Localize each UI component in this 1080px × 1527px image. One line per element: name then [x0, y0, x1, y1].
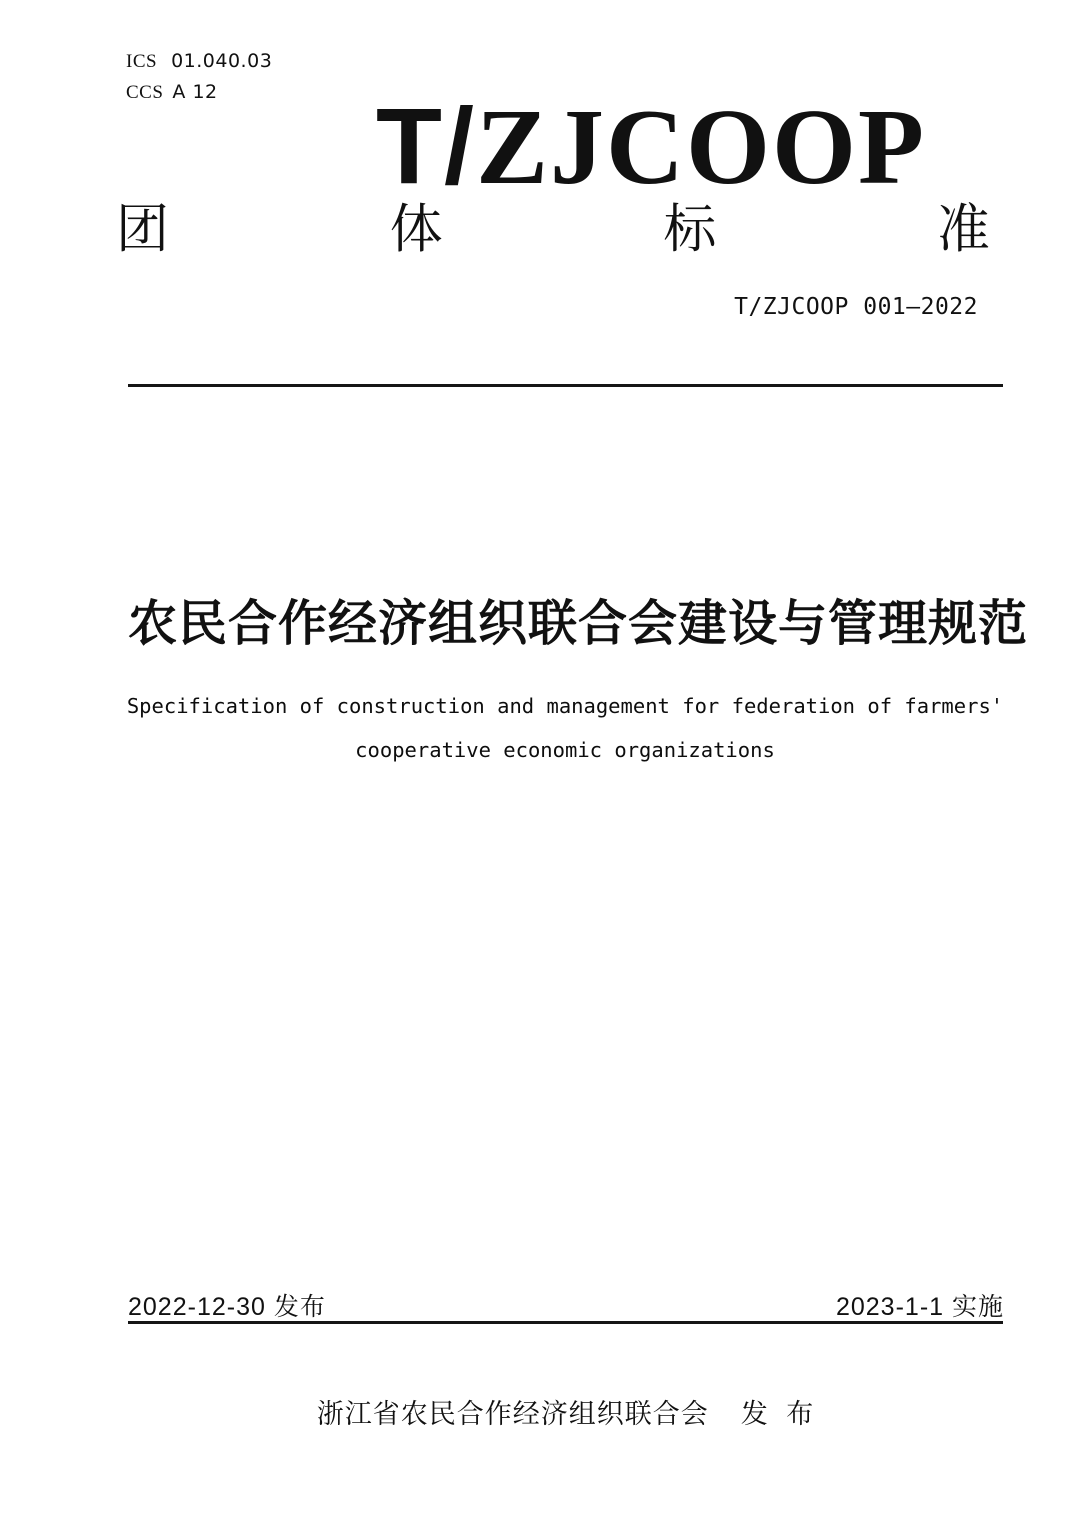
header-divider	[128, 384, 1003, 387]
implement-date: 2023-1-1 实施	[835, 1293, 1004, 1321]
publisher-row	[128, 1392, 1003, 1431]
ccs-code	[126, 77, 272, 108]
category-char-4: 准	[936, 200, 990, 259]
document-title-en	[105, 684, 1025, 772]
logo-main: ZJCOOP	[475, 88, 926, 207]
document-title-en-line1: Specification of construction and management for federation of farmers'	[126, 694, 1004, 718]
footer-divider	[128, 1321, 1003, 1324]
ics-value: 01.040.03	[171, 50, 273, 72]
issue-date: 2022-12-30 发布	[128, 1293, 326, 1321]
standard-number: T/ZJCOOP 001—2022	[734, 294, 978, 320]
standard-category	[116, 200, 990, 261]
category-char-3: 标	[663, 200, 717, 259]
classification-codes	[126, 46, 272, 108]
document-title-en-line2: cooperative economic organizations	[355, 738, 775, 762]
standard-body-logo	[376, 85, 926, 207]
logo-prefix: T/	[376, 85, 476, 206]
publisher-name: 浙江省农民合作经济组织联合会	[316, 1399, 709, 1429]
dates-row	[128, 1287, 1004, 1323]
category-char-2: 体	[389, 200, 443, 259]
ics-label: ICS	[126, 51, 158, 72]
ccs-label: CCS	[126, 82, 164, 103]
ccs-value: A 12	[172, 81, 218, 103]
publish-label: 发 布	[740, 1399, 815, 1429]
category-char-1: 团	[116, 200, 169, 259]
ics-code	[126, 46, 272, 77]
document-title-zh: 农民合作经济组织联合会建设与管理规范	[128, 597, 1029, 651]
